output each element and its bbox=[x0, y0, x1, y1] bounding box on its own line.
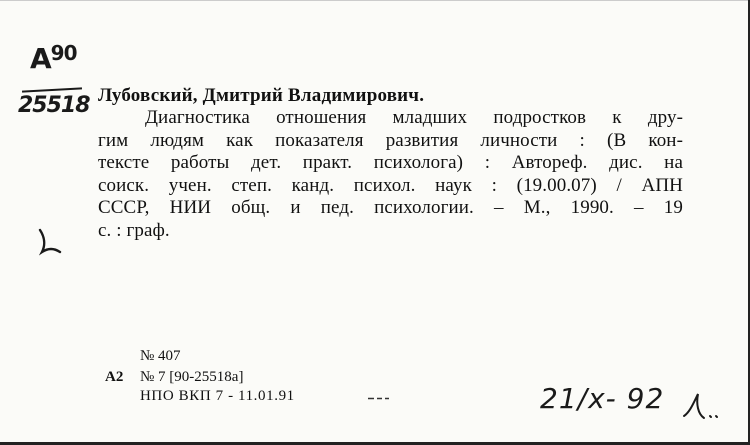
shelf-mark-bottom: 25518 bbox=[18, 93, 90, 118]
description-line: тексте работы дет. практ. психолога) : Автореф. дис. на bbox=[98, 152, 683, 174]
shelf-mark-divider bbox=[22, 87, 82, 92]
description-line: с. : граф. bbox=[98, 219, 170, 241]
card-number: № 407 bbox=[140, 348, 181, 364]
description-line: Диагностика отношения младших подростков к дру- bbox=[145, 107, 683, 128]
printer-imprint: НПО ВКП 7 - 11.01.91 bbox=[140, 388, 295, 404]
shelf-mark-number: 90 bbox=[50, 41, 77, 65]
record-number: № 7 [90-25518а] bbox=[140, 369, 244, 385]
author-heading: Лубовский, Дмитрий Владимирович. bbox=[98, 85, 425, 106]
description-line: СССР, НИИ общ. и пед. психологии. – М., 1990. – 19 bbox=[98, 197, 683, 219]
shelf-mark-top bbox=[30, 42, 77, 75]
description-line: гим людям как показателя развития личности : (В кон- bbox=[98, 129, 683, 151]
ink-speck bbox=[368, 397, 390, 400]
handwritten-check-mark bbox=[34, 226, 62, 258]
card-top-edge bbox=[0, 0, 750, 1]
handwritten-initial bbox=[680, 392, 720, 422]
handwritten-date: 21/x- 92 bbox=[540, 382, 665, 415]
description-line: соиск. учен. степ. канд. психол. наук : (19.00.07) / АПН bbox=[98, 174, 683, 196]
bibliographic-description bbox=[98, 107, 683, 243]
a2-label: А2 bbox=[105, 369, 124, 385]
shelf-mark-letter: A bbox=[30, 42, 51, 75]
